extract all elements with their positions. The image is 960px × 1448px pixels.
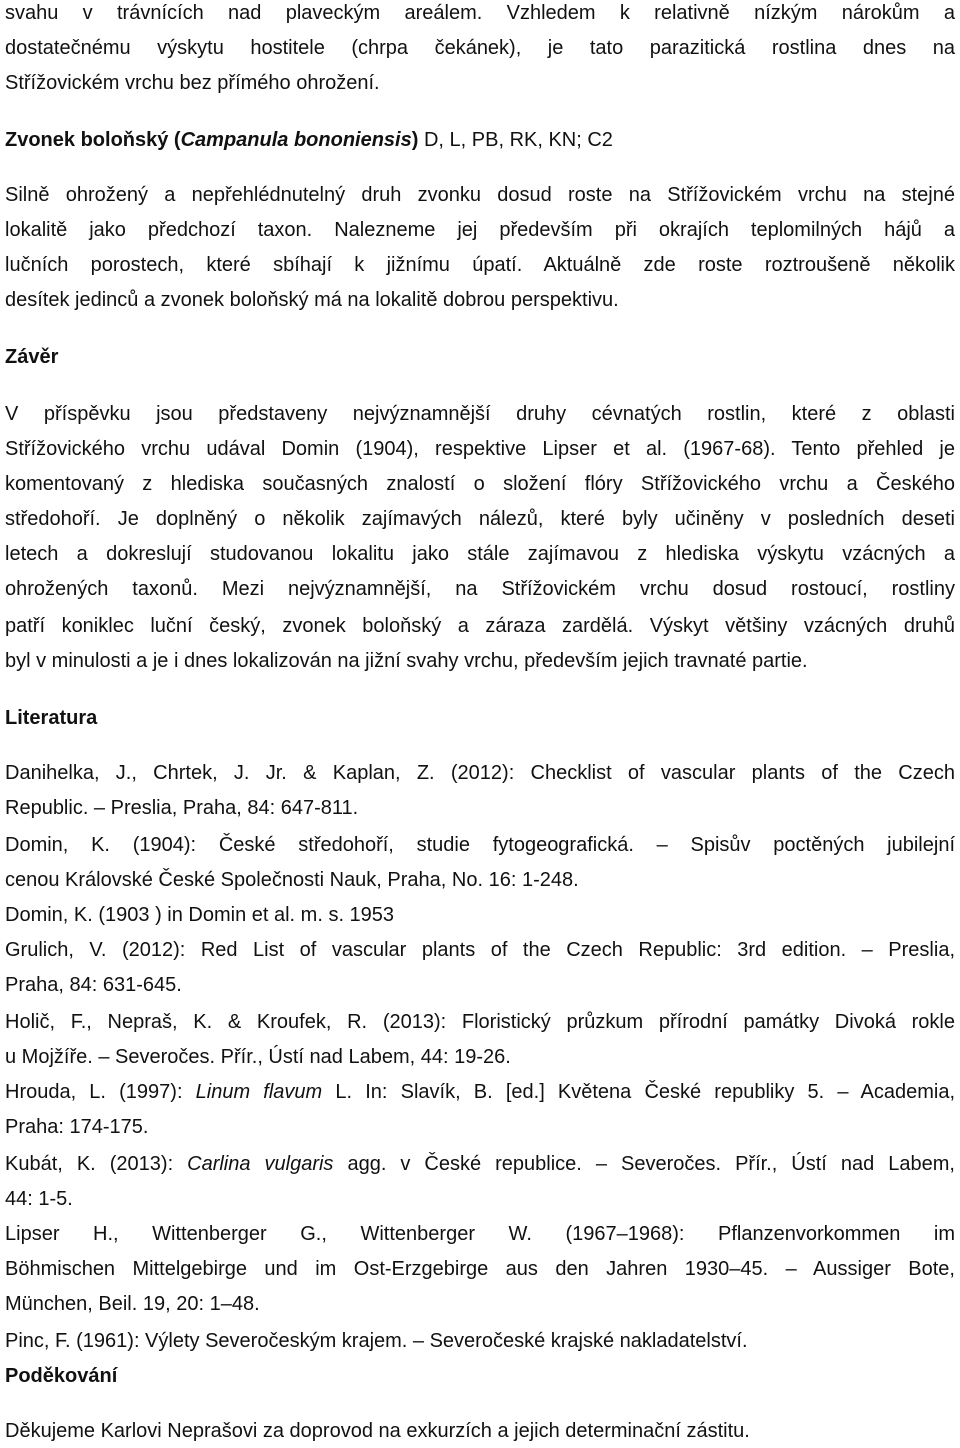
reference-entry-continuation: Praha, 84: 631-645. <box>5 974 182 996</box>
body-text-line: Střížovického vrchu udával Domin (1904), respektive Lipser et al. (1967-68). Tento přehled je <box>5 438 955 460</box>
reference-entry: Pinc, F. (1961): Výlety Severočeským krajem. – Severočeské krajské nakladatelství. <box>5 1330 748 1352</box>
species-heading <box>5 127 955 153</box>
body-text-line: středohoří. Je doplněný o několik zajímavých nálezů, které byly učiněny v posledních deseti <box>5 508 955 530</box>
reference-entry-continuation: Praha: 174-175. <box>5 1116 149 1138</box>
conclusion-heading: Závěr <box>5 346 59 368</box>
species-name-latin: Campanula bononiensis <box>180 129 412 151</box>
body-text-line: desítek jedinců a zvonek boloňský má na lokalitě dobrou perspektivu. <box>5 289 619 311</box>
ref-text: L. In: Slavík, B. [ed.] Květena České republiky 5. – Academia, <box>322 1081 955 1103</box>
body-text-line: Střížovickém vrchu bez přímého ohrožení. <box>5 72 380 94</box>
reference-entry: Holič, F., Nepraš, K. & Kroufek, R. (2013): Floristický průzkum přírodní památky Divoká rokle <box>5 1011 955 1033</box>
body-text-line: komentovaný z hlediska současných znalostí o složení flóry Střížovického vrchu a Českého <box>5 473 955 495</box>
body-text-line: svahu v trávnících nad plaveckým areálem. Vzhledem k relativně nízkým nárokům a <box>5 2 955 24</box>
acknowledgements-text: Děkujeme Karlovi Neprašovi za doprovod na exkurzích a jejich determinační zástitu. <box>5 1420 750 1442</box>
species-name-cz: Zvonek boloňský <box>5 129 169 151</box>
body-text-line: ohrožených taxonů. Mezi nejvýznamnější, na Střížovickém vrchu dosud rostoucí, rostliny <box>5 578 955 600</box>
body-text-line: letech a dokreslují studovanou lokalitu jako stále zajímavou z hlediska výskytu vzácných a <box>5 543 955 565</box>
reference-entry-continuation: Republic. – Preslia, Praha, 84: 647-811. <box>5 797 359 819</box>
body-text-line: dostatečnému výskytu hostitele (chrpa čekánek), je tato parazitická rostlina dnes na <box>5 37 955 59</box>
reference-entry-continuation: u Mojžíře. – Severočes. Přír., Ústí nad Labem, 44: 19-26. <box>5 1046 511 1068</box>
reference-entry: Danihelka, J., Chrtek, J. Jr. & Kaplan, Z. (2012): Checklist of vascular plants of the Czech <box>5 762 955 784</box>
paren-open: ( <box>168 129 181 151</box>
reference-entry: Domin, K. (1903 ) in Domin et al. m. s. 1953 <box>5 904 395 926</box>
reference-entry-continuation: Böhmischen Mittelgebirge und im Ost-Erzgebirge aus den Jahren 1930–45. – Aussiger Bote, <box>5 1258 955 1280</box>
body-text-line: V příspěvku jsou představeny nejvýznamnější druhy cévnatých rostlin, které z oblasti <box>5 403 955 425</box>
ref-taxon-italic: Linum flavum <box>195 1081 323 1103</box>
reference-entry-continuation: cenou Královské České Společnosti Nauk, Praha, No. 16: 1-248. <box>5 869 579 891</box>
acknowledgements-heading: Poděkování <box>5 1365 118 1387</box>
body-text-line: lučních porostech, které sbíhají k jižnímu úpatí. Aktuálně zde roste roztroušeně několik <box>5 254 955 276</box>
ref-taxon-italic: Carlina vulgaris <box>187 1153 334 1175</box>
ref-text: Hrouda, L. (1997): <box>5 1081 196 1103</box>
ref-text: Kubát, K. (2013): <box>5 1153 188 1175</box>
body-text-line: Silně ohrožený a nepřehlédnutelný druh zvonku dosud roste na Střížovickém vrchu na stejné <box>5 184 955 206</box>
body-text-line: lokalitě jako předchozí taxon. Nalezneme jej především při okrajích teplomilných hájů a <box>5 219 955 241</box>
reference-entry: Domin, K. (1904): České středohoří, studie fytogeografická. – Spisův poctěných jubilejní <box>5 834 955 856</box>
species-codes: D, L, PB, RK, KN; C2 <box>418 129 613 151</box>
body-text-line: byl v minulosti a je i dnes lokalizován na jižní svahy vrchu, především jejich travnaté partie. <box>5 650 808 672</box>
reference-entry: Grulich, V. (2012): Red List of vascular plants of the Czech Republic: 3rd edition. – Preslia, <box>5 939 955 961</box>
reference-entry <box>5 1151 955 1177</box>
reference-entry-continuation: 44: 1-5. <box>5 1188 73 1210</box>
reference-entry: Lipser H., Wittenberger G., Wittenberger W. (1967–1968): Pflanzenvorkommen im <box>5 1223 955 1245</box>
reference-entry <box>5 1079 955 1105</box>
reference-entry-continuation: München, Beil. 19, 20: 1–48. <box>5 1293 260 1315</box>
paren-close: ) <box>411 129 419 151</box>
ref-text: agg. v České republice. – Severočes. Přír., Ústí nad Labem, <box>333 1153 955 1175</box>
body-text-line: patří koniklec luční český, zvonek boloňský a záraza zardělá. Výskyt většiny vzácných druhů <box>5 615 955 637</box>
references-heading: Literatura <box>5 707 98 729</box>
